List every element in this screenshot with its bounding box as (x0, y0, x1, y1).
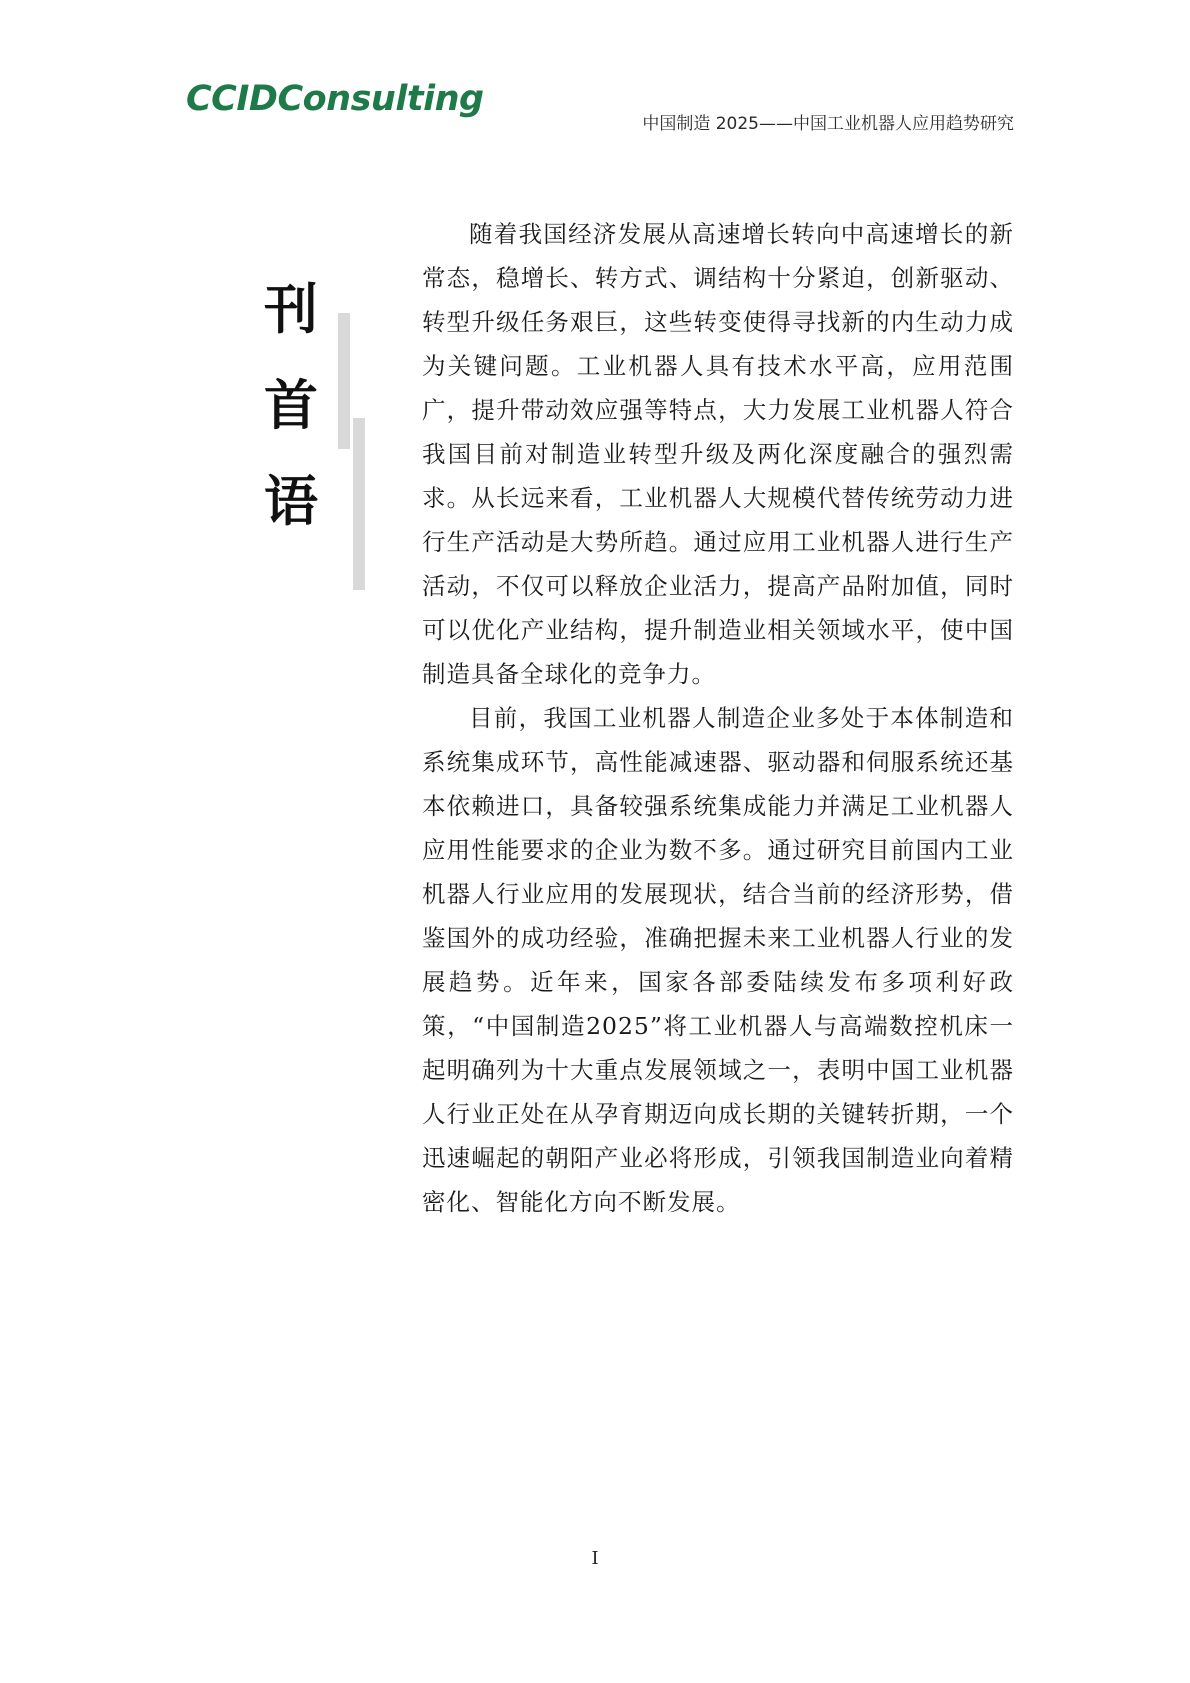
foreword-body (422, 212, 1014, 1224)
ccid-consulting-logo: CCIDConsulting (186, 79, 484, 119)
decorative-bar-upper (338, 313, 350, 449)
paragraph-2: 目前，我国工业机器人制造企业多处于本体制造和系统集成环节，高性能减速器、驱动器和伺服系统还基本依赖进口，具备较强系统集成能力并满足工业机器人应用性能要求的企业为数不多。通过研究目前国内工业机器人行业应用的发展现状，结合当前的经济形势，借鉴国外的成功经验，准确把握未来工业机器人行业的发展趋势。近年来，国家各部委陆续发布多项利好政策，“中国制造2025”将工业机器人与高端数控机床一起明确列为十大重点发展领域之一，表明中国工业机器人行业正处在从孕育期迈向成长期的关键转折期，一个迅速崛起的朝阳产业必将形成，引领我国制造业向着精密化、智能化方向不断发展。 (422, 704, 1014, 1216)
section-title-char-2: 首 (264, 374, 318, 437)
section-title-char-1: 刊 (264, 278, 318, 341)
section-title-vertical (256, 262, 326, 550)
paragraph-1: 随着我国经济发展从高速增长转向中高速增长的新常态，稳增长、转方式、调结构十分紧迫，创新驱动、转型升级任务艰巨，这些转变使得寻找新的内生动力成为关键问题。工业机器人具有技术水平高，应用范围广，提升带动效应强等特点，大力发展工业机器人符合我国目前对制造业转型升级及两化深度融合的强烈需求。从长远来看，工业机器人大规模代替传统劳动力进行生产活动是大势所趋。通过应用工业机器人进行生产活动，不仅可以释放企业活力，提高产品附加值，同时可以优化产业结构，提升制造业相关领域水平，使中国制造具备全球化的竞争力。 (422, 220, 1014, 688)
decorative-bar-lower (353, 418, 365, 590)
page-number: I (591, 1548, 599, 1569)
section-title-char-3: 语 (264, 470, 318, 533)
document-header-title: 中国制造 2025——中国工业机器人应用趋势研究 (642, 114, 1014, 134)
